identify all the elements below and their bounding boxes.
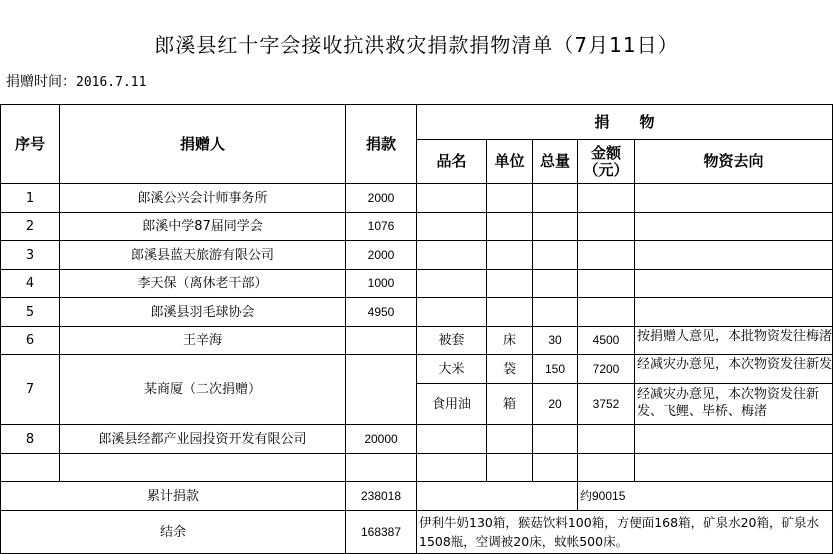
- donation-date: [6, 73, 146, 92]
- balance-label: 结余: [159, 524, 186, 540]
- header-name: 品名: [436, 152, 467, 170]
- row-money: 4950: [367, 304, 395, 319]
- row-donor: 郎溪县羽毛球协会: [150, 304, 255, 320]
- row-seq: 6: [25, 333, 35, 348]
- goods-unit: 床: [502, 333, 516, 348]
- goods-unit: 箱: [502, 396, 516, 412]
- balance-money: 168387: [360, 524, 402, 539]
- goods-unit: 袋: [502, 361, 516, 377]
- row-money: 2000: [367, 247, 395, 262]
- header-dest: 物资去向: [703, 152, 764, 170]
- row-donor: 郎溪公兴会计师事务所: [137, 190, 268, 206]
- page-title: 郎溪县红十字会接收抗洪救灾捐款捐物清单（7月11日）: [154, 33, 679, 57]
- goods-amount: 4500: [592, 333, 620, 347]
- goods-dest: 按捐赠人意见，本批物资发往梅渚: [637, 329, 832, 344]
- row-donor: 某商厦（二次捐赠）: [143, 382, 261, 397]
- row-money: 1076: [367, 219, 395, 233]
- header-goods: 捐 物: [594, 112, 655, 131]
- goods-dest: 经减灾办意见，本次物资发往新发、飞鲤、毕桥、梅渚: [637, 387, 820, 419]
- row-seq: 3: [25, 247, 35, 263]
- row-donor: 郎溪县蓝天旅游有限公司: [130, 247, 274, 263]
- total-goods: 约90015: [580, 488, 626, 503]
- balance-goods: 伊利牛奶130箱，猴菇饮料100箱，方便面168箱，矿泉水20箱，矿泉水1508瓶，空调被20床，蚊帐500床。: [419, 515, 819, 549]
- row-money: 2000: [367, 190, 395, 205]
- row-seq: 5: [25, 304, 35, 320]
- row-donor: 郎溪中学87届同学会: [142, 219, 263, 234]
- row-donor: 李天保（离休老干部）: [137, 276, 268, 291]
- donation-table: [0, 104, 833, 554]
- row-seq: 8: [25, 431, 35, 447]
- row-seq: 2: [25, 219, 35, 234]
- goods-qty: 20: [548, 396, 562, 411]
- total-label: 累计捐款: [146, 488, 199, 504]
- row-donor: 郎溪县经都产业园投资开发有限公司: [98, 431, 307, 447]
- row-seq: 7: [25, 382, 35, 397]
- row-money: 20000: [364, 431, 398, 446]
- goods-name: 大米: [438, 361, 465, 377]
- header-money: 捐款: [365, 134, 396, 153]
- goods-amount: 3752: [592, 396, 620, 411]
- header-donor: 捐赠人: [179, 134, 225, 153]
- total-money: 238018: [360, 488, 402, 503]
- goods-name: 食用油: [431, 396, 471, 412]
- header-amount: 金额（元）: [583, 143, 629, 179]
- goods-dest: 经减灾办意见，本次物资发往新发: [637, 357, 832, 372]
- donation-date-value: 2016.7.11: [76, 75, 147, 90]
- donation-date-label: 捐赠时间：: [6, 74, 76, 90]
- row-seq: 4: [25, 276, 35, 291]
- goods-amount: 7200: [592, 361, 620, 376]
- row-donor: 王辛海: [182, 333, 222, 348]
- header-unit: 单位: [494, 152, 525, 170]
- goods-qty: 150: [544, 361, 566, 376]
- row-seq: 1: [25, 190, 35, 206]
- header-qty: 总量: [539, 152, 570, 170]
- goods-name: 被套: [438, 333, 465, 348]
- header-seq: 序号: [14, 134, 45, 153]
- goods-qty: 30: [548, 333, 562, 347]
- row-money: 1000: [367, 276, 395, 290]
